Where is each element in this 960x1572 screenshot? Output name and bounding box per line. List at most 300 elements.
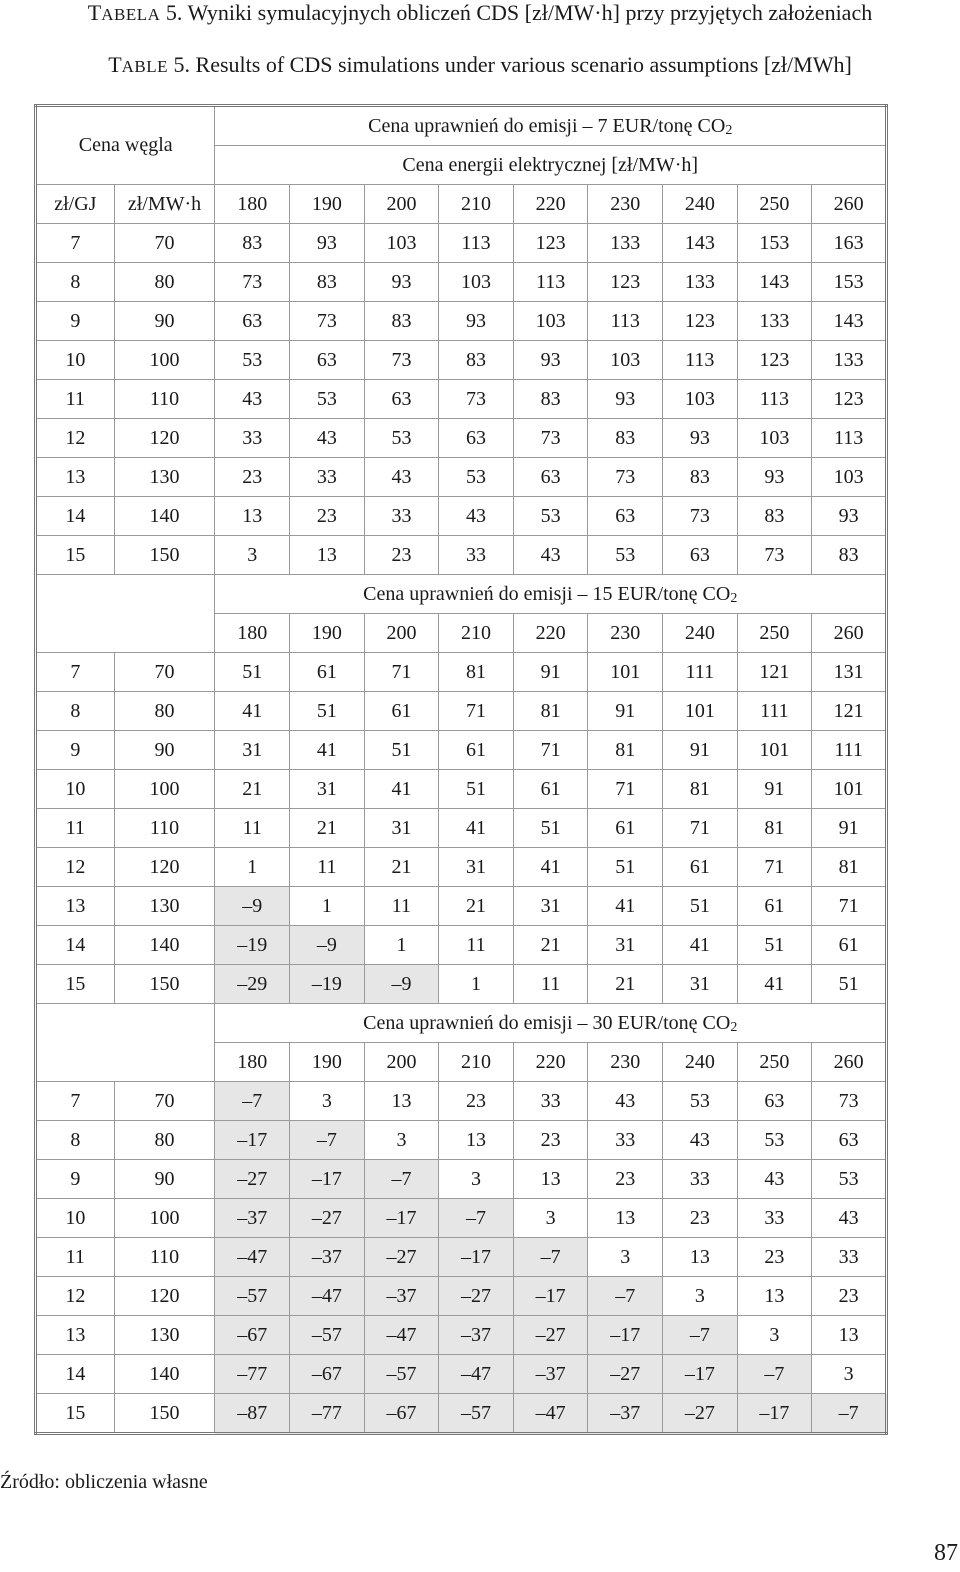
cds-value: 63 <box>290 341 365 380</box>
cds-value: 93 <box>439 302 514 341</box>
energy-price-header: 220 <box>513 614 588 653</box>
energy-price-header: 180 <box>215 614 290 653</box>
coal-price-gj: 13 <box>36 887 115 926</box>
cds-value: –37 <box>513 1355 588 1394</box>
cds-value: 163 <box>812 224 887 263</box>
cds-value: 51 <box>364 731 439 770</box>
caption-english-smallcaps: ABLE <box>121 57 169 76</box>
cds-value: 43 <box>290 419 365 458</box>
cds-value: 23 <box>737 1238 812 1277</box>
energy-price-header: 180 <box>215 185 290 224</box>
cds-value: 63 <box>812 1121 887 1160</box>
cds-value: 91 <box>513 653 588 692</box>
cds-value: 71 <box>737 848 812 887</box>
cds-value: 103 <box>812 458 887 497</box>
cds-value: 83 <box>290 263 365 302</box>
coal-price-mwh: 80 <box>114 692 215 731</box>
cds-value: 51 <box>663 887 738 926</box>
cds-value: 73 <box>364 341 439 380</box>
cds-value: 83 <box>513 380 588 419</box>
coal-price-gj: 14 <box>36 926 115 965</box>
coal-price-gj: 10 <box>36 770 115 809</box>
cds-value: 13 <box>439 1121 514 1160</box>
cds-value: 51 <box>513 809 588 848</box>
table-row <box>36 1316 887 1355</box>
cds-value: –77 <box>290 1394 365 1434</box>
cds-value: –27 <box>290 1199 365 1238</box>
coal-price-mwh: 140 <box>114 1355 215 1394</box>
cds-value: 23 <box>364 536 439 575</box>
energy-price-header: 260 <box>812 614 887 653</box>
cds-value: 123 <box>737 341 812 380</box>
table-body <box>36 106 887 1434</box>
cds-value: 61 <box>513 770 588 809</box>
cds-value: 83 <box>737 497 812 536</box>
cds-value: 43 <box>663 1121 738 1160</box>
section-title <box>215 575 887 614</box>
cds-value: 23 <box>215 458 290 497</box>
table-row <box>36 1277 887 1316</box>
cds-value: 101 <box>812 770 887 809</box>
coal-price-gj: 8 <box>36 263 115 302</box>
cds-value: 51 <box>215 653 290 692</box>
cds-value: 1 <box>439 965 514 1004</box>
cds-value: –17 <box>588 1316 663 1355</box>
cds-value: –37 <box>290 1238 365 1277</box>
cds-value: 83 <box>588 419 663 458</box>
cds-value: 23 <box>812 1277 887 1316</box>
coal-price-gj: 10 <box>36 1199 115 1238</box>
cds-value: –27 <box>663 1394 738 1434</box>
cds-value: 41 <box>364 770 439 809</box>
section-title-text: Cena uprawnień do emisji – 15 EUR/tonę CO <box>363 582 731 605</box>
cds-value: 133 <box>812 341 887 380</box>
energy-price-header: 240 <box>663 1043 738 1082</box>
cds-value: 113 <box>439 224 514 263</box>
coal-price-mwh: 150 <box>114 536 215 575</box>
cds-value: 41 <box>737 965 812 1004</box>
energy-price-header: 250 <box>737 185 812 224</box>
cds-value: –7 <box>812 1394 887 1434</box>
cds-value: 53 <box>588 536 663 575</box>
cds-value: –9 <box>215 887 290 926</box>
coal-price-mwh: 80 <box>114 1121 215 1160</box>
coal-price-gj: 15 <box>36 536 115 575</box>
cds-value: –19 <box>215 926 290 965</box>
blank-cell <box>36 575 215 653</box>
cds-value: –7 <box>364 1160 439 1199</box>
cds-value: 81 <box>588 731 663 770</box>
cds-value: 3 <box>439 1160 514 1199</box>
cds-value: 33 <box>439 536 514 575</box>
coal-price-mwh: 70 <box>114 1082 215 1121</box>
coal-price-mwh: 120 <box>114 1277 215 1316</box>
cds-value: 33 <box>737 1199 812 1238</box>
cds-value: 3 <box>588 1238 663 1277</box>
cds-value: 143 <box>812 302 887 341</box>
cds-value: 53 <box>364 419 439 458</box>
cds-value: –17 <box>290 1160 365 1199</box>
cds-value: –57 <box>215 1277 290 1316</box>
cds-value: 53 <box>812 1160 887 1199</box>
cds-value: 113 <box>812 419 887 458</box>
coal-price-mwh: 90 <box>114 731 215 770</box>
cds-value: 31 <box>439 848 514 887</box>
cds-value: –87 <box>215 1394 290 1434</box>
table-row <box>36 458 887 497</box>
caption-polish-prefix: T <box>87 0 102 25</box>
cds-value: 73 <box>737 536 812 575</box>
coal-price-gj: 15 <box>36 965 115 1004</box>
table-row <box>36 653 887 692</box>
cds-value: 21 <box>439 887 514 926</box>
cds-value: –17 <box>513 1277 588 1316</box>
cds-value: 103 <box>588 341 663 380</box>
energy-price-header: 190 <box>290 614 365 653</box>
cds-value: –17 <box>737 1394 812 1434</box>
cds-value: 91 <box>663 731 738 770</box>
cds-value: 3 <box>812 1355 887 1394</box>
cds-value: 73 <box>439 380 514 419</box>
cds-value: 63 <box>215 302 290 341</box>
cds-value: 71 <box>513 731 588 770</box>
cds-value: –7 <box>439 1199 514 1238</box>
cds-value: 31 <box>663 965 738 1004</box>
cds-value: 13 <box>812 1316 887 1355</box>
cds-value: 53 <box>215 341 290 380</box>
table-row <box>36 1394 887 1434</box>
coal-price-mwh: 150 <box>114 1394 215 1434</box>
cds-results-table <box>34 104 888 1435</box>
caption-polish-smallcaps: ABELA <box>101 5 161 24</box>
coal-price-header: Cena węgla <box>36 106 215 185</box>
section-title-subscript: 2 <box>725 122 733 138</box>
cds-value: 1 <box>290 887 365 926</box>
energy-price-header: 220 <box>513 185 588 224</box>
cds-value: 93 <box>663 419 738 458</box>
section-header-row <box>36 1004 887 1043</box>
cds-value: 3 <box>290 1082 365 1121</box>
coal-price-mwh: 120 <box>114 419 215 458</box>
cds-value: –17 <box>663 1355 738 1394</box>
cds-value: 41 <box>513 848 588 887</box>
coal-price-gj: 12 <box>36 419 115 458</box>
section-title <box>215 1004 887 1043</box>
energy-price-header: 210 <box>439 614 514 653</box>
cds-value: 143 <box>737 263 812 302</box>
coal-price-gj: 9 <box>36 302 115 341</box>
cds-value: 43 <box>588 1082 663 1121</box>
cds-value: 3 <box>215 536 290 575</box>
cds-value: 31 <box>215 731 290 770</box>
table-row <box>36 224 887 263</box>
cds-value: 123 <box>812 380 887 419</box>
cds-value: 51 <box>439 770 514 809</box>
cds-value: 11 <box>364 887 439 926</box>
cds-value: 11 <box>215 809 290 848</box>
cds-value: 61 <box>364 692 439 731</box>
cds-value: 73 <box>215 263 290 302</box>
cds-value: –7 <box>215 1082 290 1121</box>
cds-value: 93 <box>588 380 663 419</box>
coal-price-mwh: 100 <box>114 1199 215 1238</box>
page-number: 87 <box>934 1540 958 1566</box>
cds-value: –7 <box>588 1277 663 1316</box>
cds-value: –67 <box>364 1394 439 1434</box>
cds-value: 93 <box>364 263 439 302</box>
caption-english-prefix: T <box>108 52 122 77</box>
coal-price-mwh: 120 <box>114 848 215 887</box>
section-title <box>215 106 887 146</box>
cds-value: 43 <box>737 1160 812 1199</box>
cds-value: 93 <box>737 458 812 497</box>
cds-value: 103 <box>513 302 588 341</box>
cds-value: 53 <box>737 1121 812 1160</box>
cds-value: –47 <box>215 1238 290 1277</box>
cds-value: 51 <box>737 926 812 965</box>
cds-value: 93 <box>513 341 588 380</box>
energy-price-header: 220 <box>513 1043 588 1082</box>
cds-value: 121 <box>737 653 812 692</box>
cds-value: 143 <box>663 224 738 263</box>
cds-value: 133 <box>663 263 738 302</box>
cds-value: –7 <box>663 1316 738 1355</box>
cds-value: 133 <box>737 302 812 341</box>
cds-value: 73 <box>290 302 365 341</box>
table-row <box>36 419 887 458</box>
cds-value: 13 <box>513 1160 588 1199</box>
energy-price-header: 190 <box>290 1043 365 1082</box>
cds-value: 3 <box>364 1121 439 1160</box>
cds-value: –47 <box>290 1277 365 1316</box>
coal-price-mwh: 100 <box>114 770 215 809</box>
cds-value: 123 <box>588 263 663 302</box>
cds-value: 41 <box>439 809 514 848</box>
cds-value: 33 <box>290 458 365 497</box>
energy-price-header: 230 <box>588 185 663 224</box>
coal-price-mwh: 90 <box>114 1160 215 1199</box>
table-row <box>36 1355 887 1394</box>
cds-value: 83 <box>364 302 439 341</box>
cds-value: 83 <box>439 341 514 380</box>
coal-price-mwh: 130 <box>114 458 215 497</box>
table-row <box>36 965 887 1004</box>
cds-value: –7 <box>737 1355 812 1394</box>
cds-value: –47 <box>513 1394 588 1434</box>
cds-value: –27 <box>588 1355 663 1394</box>
energy-price-header: 210 <box>439 185 514 224</box>
cds-value: 23 <box>663 1199 738 1238</box>
coal-price-gj: 7 <box>36 653 115 692</box>
cds-value: 1 <box>215 848 290 887</box>
cds-value: 123 <box>513 224 588 263</box>
cds-value: 33 <box>588 1121 663 1160</box>
table-row <box>36 926 887 965</box>
coal-price-mwh: 150 <box>114 965 215 1004</box>
energy-price-header: 190 <box>290 185 365 224</box>
coal-price-gj: 13 <box>36 458 115 497</box>
coal-price-gj: 9 <box>36 1160 115 1199</box>
cds-value: 111 <box>663 653 738 692</box>
coal-price-gj: 10 <box>36 341 115 380</box>
cds-value: 83 <box>663 458 738 497</box>
cds-value: 13 <box>215 497 290 536</box>
table-row <box>36 1160 887 1199</box>
energy-price-header: 200 <box>364 614 439 653</box>
cds-value: 103 <box>737 419 812 458</box>
cds-value: 3 <box>663 1277 738 1316</box>
energy-price-header: 200 <box>364 1043 439 1082</box>
source-note: Źródło: obliczenia własne <box>0 1471 208 1493</box>
cds-value: 81 <box>812 848 887 887</box>
cds-value: 131 <box>812 653 887 692</box>
cds-value: –67 <box>215 1316 290 1355</box>
cds-value: –37 <box>439 1316 514 1355</box>
cds-value: –9 <box>364 965 439 1004</box>
cds-value: –9 <box>290 926 365 965</box>
cds-value: 153 <box>812 263 887 302</box>
cds-value: 113 <box>513 263 588 302</box>
cds-value: 83 <box>215 224 290 263</box>
cds-value: –7 <box>513 1238 588 1277</box>
coal-price-gj: 14 <box>36 1355 115 1394</box>
cds-value: –17 <box>215 1121 290 1160</box>
unit-header-gj: zł/GJ <box>36 185 115 224</box>
cds-value: 111 <box>737 692 812 731</box>
energy-price-header: 210 <box>439 1043 514 1082</box>
table-row <box>36 692 887 731</box>
cds-value: 33 <box>215 419 290 458</box>
coal-price-gj: 7 <box>36 1082 115 1121</box>
cds-value: 71 <box>588 770 663 809</box>
cds-value: 61 <box>588 809 663 848</box>
table-row <box>36 731 887 770</box>
cds-value: 103 <box>663 380 738 419</box>
cds-value: 93 <box>812 497 887 536</box>
cds-value: 43 <box>439 497 514 536</box>
cds-value: 43 <box>364 458 439 497</box>
cds-value: –17 <box>439 1238 514 1277</box>
cds-value: 71 <box>812 887 887 926</box>
cds-value: 113 <box>737 380 812 419</box>
cds-value: 63 <box>663 536 738 575</box>
cds-value: –57 <box>364 1355 439 1394</box>
cds-value: 51 <box>290 692 365 731</box>
coal-price-mwh: 70 <box>114 224 215 263</box>
cds-value: 73 <box>663 497 738 536</box>
cds-value: 21 <box>588 965 663 1004</box>
cds-value: 51 <box>812 965 887 1004</box>
cds-value: 41 <box>215 692 290 731</box>
cds-value: 13 <box>663 1238 738 1277</box>
cds-value: 63 <box>737 1082 812 1121</box>
cds-value: 13 <box>737 1277 812 1316</box>
energy-price-header: 180 <box>215 1043 290 1082</box>
cds-value: 81 <box>737 809 812 848</box>
cds-value: –17 <box>364 1199 439 1238</box>
cds-value: –19 <box>290 965 365 1004</box>
energy-price-header: 200 <box>364 185 439 224</box>
cds-value: 13 <box>364 1082 439 1121</box>
cds-value: 13 <box>290 536 365 575</box>
cds-value: 101 <box>737 731 812 770</box>
cds-value: 13 <box>588 1199 663 1238</box>
cds-value: 23 <box>290 497 365 536</box>
section-title-subscript: 2 <box>730 590 738 606</box>
cds-value: 63 <box>364 380 439 419</box>
cds-value: 81 <box>439 653 514 692</box>
cds-value: 133 <box>588 224 663 263</box>
cds-value: 101 <box>663 692 738 731</box>
table-row <box>36 809 887 848</box>
coal-price-gj: 11 <box>36 1238 115 1277</box>
cds-value: –37 <box>364 1277 439 1316</box>
energy-price-header: 230 <box>588 1043 663 1082</box>
table-row <box>36 263 887 302</box>
coal-price-mwh: 140 <box>114 497 215 536</box>
cds-value: 53 <box>663 1082 738 1121</box>
coal-price-gj: 15 <box>36 1394 115 1434</box>
cds-value: 43 <box>812 1199 887 1238</box>
cds-value: 53 <box>290 380 365 419</box>
cds-value: 3 <box>513 1199 588 1238</box>
cds-value: 23 <box>513 1121 588 1160</box>
caption-polish <box>0 0 960 26</box>
cds-value: 61 <box>290 653 365 692</box>
table-row <box>36 1121 887 1160</box>
cds-value: 61 <box>439 731 514 770</box>
energy-price-header: 240 <box>663 614 738 653</box>
cds-value: 111 <box>812 731 887 770</box>
cds-value: 71 <box>663 809 738 848</box>
energy-price-header: 250 <box>737 1043 812 1082</box>
cds-value: –57 <box>290 1316 365 1355</box>
table-row <box>36 341 887 380</box>
cds-value: 21 <box>215 770 290 809</box>
cds-value: 21 <box>364 848 439 887</box>
caption-english-text: 5. Results of CDS simulations under various scenario assumptions [zł/MWh] <box>168 52 852 77</box>
coal-price-gj: 13 <box>36 1316 115 1355</box>
energy-price-header: 250 <box>737 614 812 653</box>
cds-value: 53 <box>439 458 514 497</box>
cds-value: 33 <box>513 1082 588 1121</box>
cds-value: 33 <box>663 1160 738 1199</box>
cds-value: 3 <box>737 1316 812 1355</box>
header-row <box>36 185 887 224</box>
coal-price-mwh: 90 <box>114 302 215 341</box>
unit-header-mwh: zł/MW·h <box>114 185 215 224</box>
cds-value: –29 <box>215 965 290 1004</box>
coal-price-gj: 8 <box>36 1121 115 1160</box>
cds-value: 33 <box>812 1238 887 1277</box>
cds-value: 61 <box>663 848 738 887</box>
cds-value: 21 <box>513 926 588 965</box>
cds-value: –77 <box>215 1355 290 1394</box>
cds-value: 91 <box>588 692 663 731</box>
cds-value: 73 <box>812 1082 887 1121</box>
cds-value: 31 <box>364 809 439 848</box>
cds-value: 1 <box>364 926 439 965</box>
cds-value: 31 <box>513 887 588 926</box>
cds-value: 71 <box>364 653 439 692</box>
cds-value: 23 <box>439 1082 514 1121</box>
cds-value: 91 <box>812 809 887 848</box>
cds-value: 31 <box>290 770 365 809</box>
coal-price-gj: 12 <box>36 848 115 887</box>
cds-value: –27 <box>513 1316 588 1355</box>
table-row <box>36 848 887 887</box>
cds-value: 73 <box>588 458 663 497</box>
